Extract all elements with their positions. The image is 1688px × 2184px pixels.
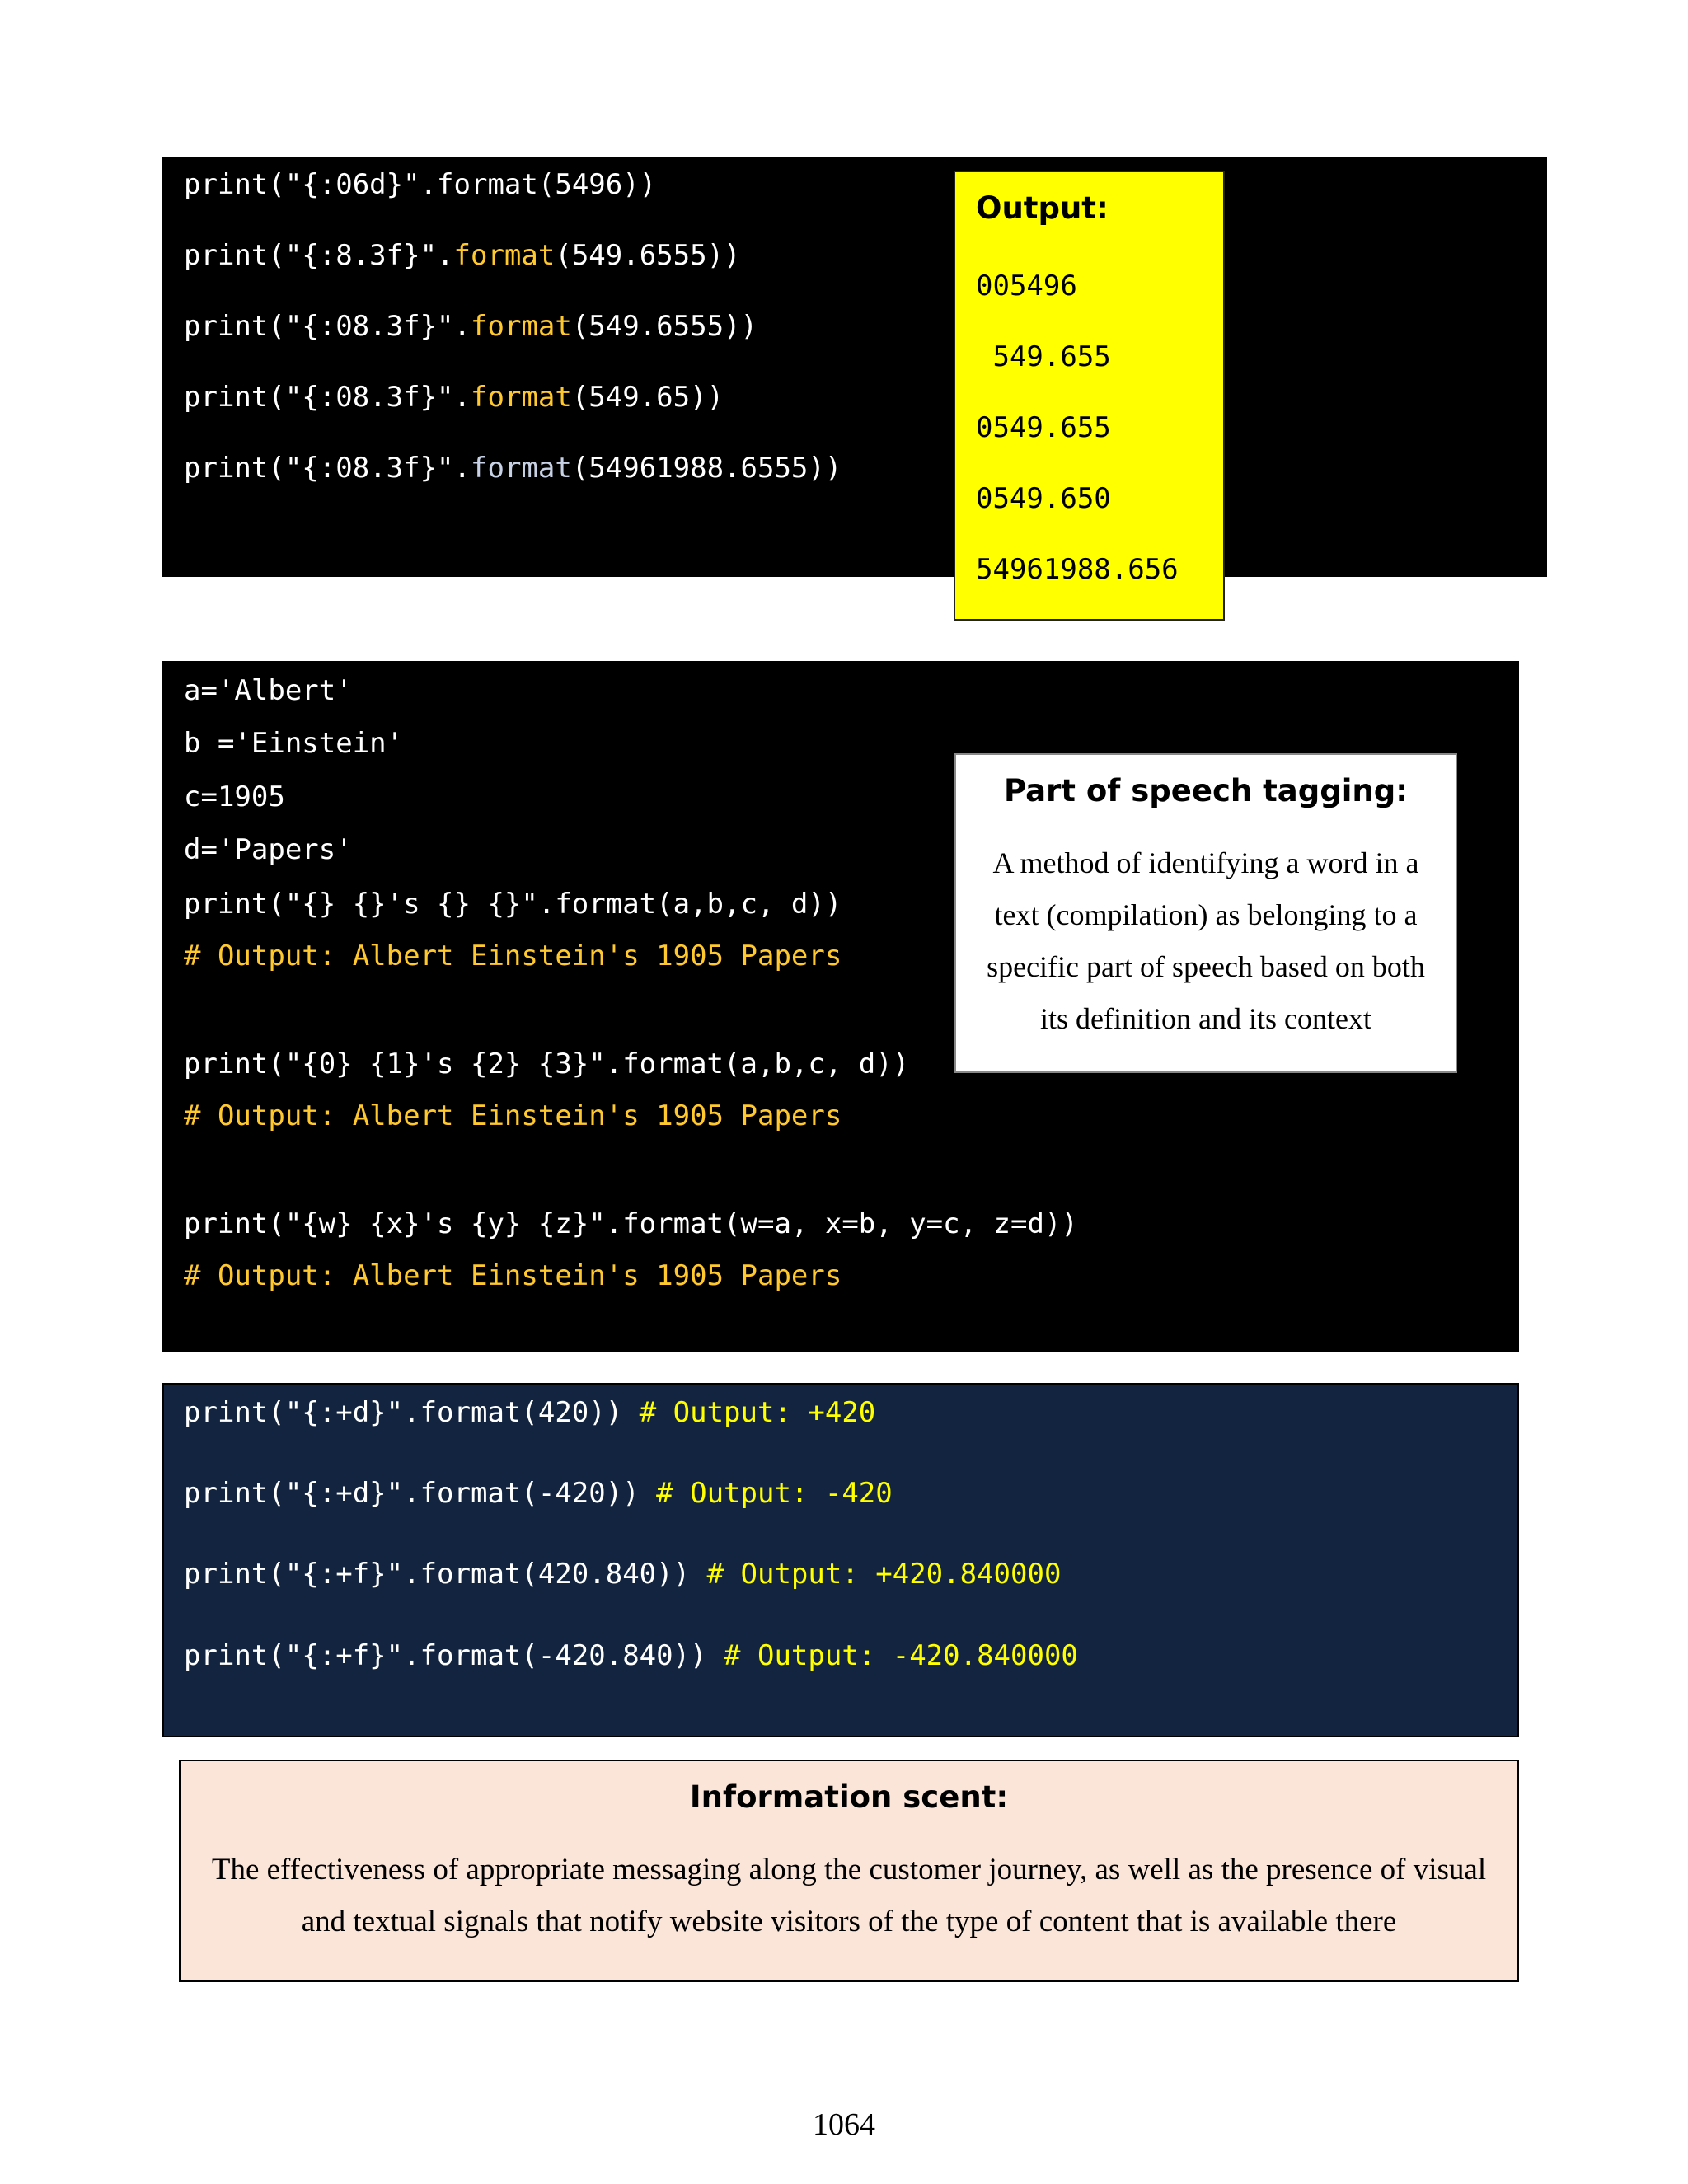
definition-heading: Information scent: bbox=[689, 1779, 1009, 1815]
code-line: d='Papers' bbox=[184, 833, 353, 866]
code-line: print("{:+d}".format(-420)) # Output: -420 bbox=[184, 1477, 893, 1510]
definition-heading: Part of speech tagging: bbox=[1003, 773, 1409, 808]
definition-body: The effectiveness of appropriate messaging along the customer journey, as well as the presence of visual and textual signals that notify website visitors of the type of content that is available there bbox=[211, 1853, 1487, 1938]
code-line: print("{:08.3f}".format(549.65)) bbox=[184, 381, 724, 414]
output-value: 0549.655 bbox=[976, 411, 1111, 444]
output-box bbox=[954, 171, 1225, 621]
code-comment: # Output: Albert Einstein's 1905 Papers bbox=[184, 1099, 842, 1132]
code-line: print("{:+f}".format(-420.840)) # Output: -420.840000 bbox=[184, 1639, 1078, 1672]
page-number: 1064 bbox=[813, 2107, 875, 2142]
code-line: print("{:08.3f}".format(54961988.6555)) bbox=[184, 452, 842, 485]
code-line: print("{:+f}".format(420.840)) # Output: +420.840000 bbox=[184, 1558, 1062, 1591]
code-line: print("{:06d}".format(5496)) bbox=[184, 168, 657, 201]
output-value: 005496 bbox=[976, 269, 1077, 302]
definition-box-pos-tagging bbox=[954, 753, 1457, 1073]
code-line: b ='Einstein' bbox=[184, 727, 404, 760]
output-value: 0549.650 bbox=[976, 482, 1111, 515]
code-block-number-format bbox=[162, 157, 1547, 577]
code-comment: # Output: Albert Einstein's 1905 Papers bbox=[184, 940, 842, 972]
code-line: print("{w} {x}'s {y} {z}".format(w=a, x=b, y=c, z=d)) bbox=[184, 1207, 1078, 1240]
code-line: c=1905 bbox=[184, 780, 285, 813]
output-value: 549.655 bbox=[976, 340, 1111, 373]
code-line: print("{:8.3f}".format(549.6555)) bbox=[184, 239, 741, 272]
code-line: print("{} {}'s {} {}".format(a,b,c, d)) bbox=[184, 888, 842, 921]
definition-box-information-scent bbox=[179, 1760, 1519, 1982]
output-title: Output: bbox=[976, 190, 1109, 226]
definition-body: A method of identifying a word in a text (compilation) as belonging to a specific part of speech based on both its definition and its context bbox=[987, 846, 1425, 1035]
code-line: print("{:08.3f}".format(549.6555)) bbox=[184, 310, 757, 343]
code-line: print("{0} {1}'s {2} {3}".format(a,b,c, d)) bbox=[184, 1047, 910, 1080]
code-line: a='Albert' bbox=[184, 674, 353, 707]
code-comment: # Output: Albert Einstein's 1905 Papers bbox=[184, 1259, 842, 1292]
code-line: print("{:+d}".format(420)) # Output: +420 bbox=[184, 1396, 876, 1429]
output-value: 54961988.656 bbox=[976, 553, 1179, 586]
